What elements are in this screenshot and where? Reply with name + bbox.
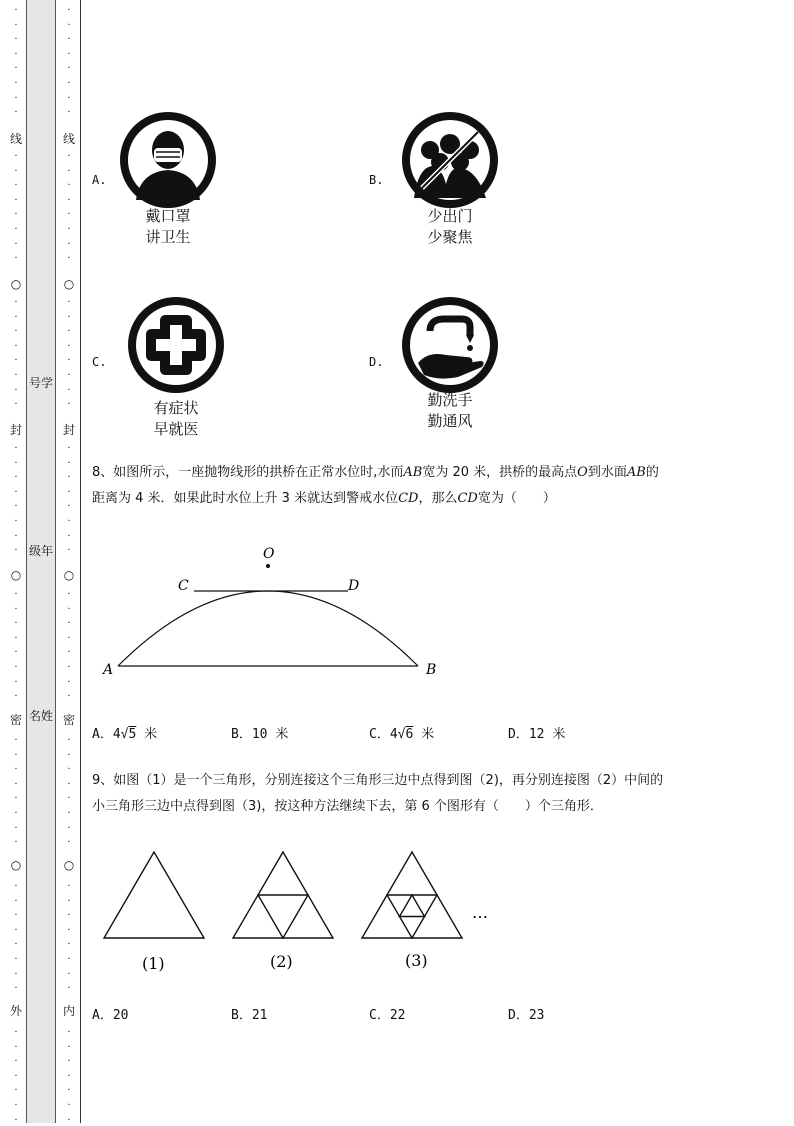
q9-answer-b: B．21 (231, 1008, 268, 1023)
binding-dot: · (67, 151, 71, 162)
binding-dot: · (67, 750, 71, 761)
mask-face-icon (118, 110, 218, 214)
binding-dot: · (67, 355, 71, 366)
binding-dot: · (14, 545, 18, 556)
binding-dot: · (14, 107, 18, 118)
binding-dot: · (67, 764, 71, 775)
binding-dot: · (67, 239, 71, 250)
binding-dot: · (14, 341, 18, 352)
binding-dot: · (67, 969, 71, 980)
binding-dot: · (67, 20, 71, 31)
binding-dot: · (67, 545, 71, 556)
q9-answer-a: A．20 (92, 1008, 129, 1023)
binding-dot: · (14, 1100, 18, 1111)
outer-mark: ○ (10, 858, 22, 872)
binding-dot: · (67, 837, 71, 848)
option-d-letter: D. (369, 355, 384, 369)
binding-dot: · (67, 370, 71, 381)
binding-dot: · (67, 589, 71, 600)
sequence-ellipsis: … (472, 903, 488, 922)
binding-dot: · (14, 896, 18, 907)
inner-mark: ○ (63, 277, 75, 291)
binding-dot: · (67, 881, 71, 892)
label-o: O (263, 546, 275, 562)
binding-dot: · (14, 1042, 18, 1053)
binding-dot: · (14, 1071, 18, 1082)
q9-answer-c: C．22 (369, 1008, 406, 1023)
binding-dot: · (14, 180, 18, 191)
option-a-caption: 戴口罩 讲卫生 (145, 207, 191, 246)
binding-dot: · (14, 823, 18, 834)
label-d: D (348, 578, 360, 594)
binding-dot: · (14, 647, 18, 658)
binding-dot: · (14, 764, 18, 775)
crowd-prohibited-icon (400, 110, 500, 214)
binding-dot: · (14, 501, 18, 512)
binding-dot: · (67, 297, 71, 308)
binding-dot: · (14, 239, 18, 250)
binding-dot: · (67, 647, 71, 658)
binding-dot: · (14, 297, 18, 308)
triangle-figure-2 (233, 852, 333, 938)
binding-dot: · (67, 604, 71, 615)
binding-dot: · (14, 253, 18, 264)
binding-dot: · (14, 939, 18, 950)
binding-margin (0, 0, 82, 1126)
binding-dot: · (67, 341, 71, 352)
binding-dot: · (67, 662, 71, 673)
binding-dot: · (14, 34, 18, 45)
binding-dot: · (67, 253, 71, 264)
field-name: 名姓 (28, 709, 53, 723)
figure-label-3: (3) (405, 951, 428, 970)
binding-dot: · (14, 20, 18, 31)
binding-dot: · (14, 691, 18, 702)
binding-dot: · (14, 750, 18, 761)
binding-dot: · (67, 823, 71, 834)
binding-dot: · (14, 983, 18, 994)
binding-dot: · (67, 487, 71, 498)
binding-dot: · (14, 662, 18, 673)
binding-dot: · (14, 326, 18, 337)
binding-dot: · (67, 808, 71, 819)
binding-dot: · (67, 677, 71, 688)
label-b: B (426, 662, 437, 678)
binding-dot: · (67, 209, 71, 220)
binding-dot: · (14, 1085, 18, 1096)
binding-dot: · (14, 954, 18, 965)
outer-mark: 外 (9, 1004, 22, 1018)
binding-dot: · (14, 166, 18, 177)
binding-dot: · (14, 881, 18, 892)
binding-dot: · (14, 1115, 18, 1126)
binding-dot: · (67, 195, 71, 206)
binding-dot: · (14, 151, 18, 162)
binding-dot: · (14, 5, 18, 16)
binding-dot: · (14, 93, 18, 104)
binding-dot: · (67, 326, 71, 337)
option-b-letter: B. (369, 173, 384, 187)
triangle-figure-3 (362, 852, 462, 938)
binding-dot: · (67, 5, 71, 16)
binding-dot: · (67, 312, 71, 323)
binding-dot: · (67, 458, 71, 469)
binding-dot: · (14, 910, 18, 921)
outer-mark: ○ (10, 277, 22, 291)
binding-dot: · (67, 793, 71, 804)
binding-dot: · (14, 49, 18, 60)
binding-dot: · (67, 983, 71, 994)
inner-dotted-line (61, 0, 77, 1126)
inner-mark: 封 (62, 423, 75, 437)
student-info-strip (26, 0, 56, 1123)
binding-dot: · (67, 618, 71, 629)
inner-mark: 密 (62, 713, 75, 727)
binding-dot: · (14, 487, 18, 498)
option-c-letter: C. (92, 355, 107, 369)
binding-dot: · (67, 691, 71, 702)
outer-mark: 封 (9, 423, 22, 437)
outer-mark: 密 (9, 713, 22, 727)
inner-mark: 内 (62, 1004, 75, 1018)
binding-dot: · (14, 472, 18, 483)
parabolic-bridge-diagram (95, 540, 455, 689)
binding-dot: · (67, 34, 71, 45)
binding-dot: · (67, 531, 71, 542)
binding-dot: · (67, 472, 71, 483)
binding-dot: · (67, 1115, 71, 1126)
binding-dot: · (67, 107, 71, 118)
binding-dot: · (67, 385, 71, 396)
point-o (266, 564, 270, 568)
question-9-text: 9、如图（1）是一个三角形，分别连接这个三角形三边中点得到图（2)，再分别连接图（2）中间的 小三角形三边中点得到图（3)，按这种方法继续下去，第 6 个图形有（ ）个三角形． (92, 773, 664, 814)
binding-dot: · (14, 224, 18, 235)
label-a: A (103, 662, 114, 678)
binding-dot: · (67, 180, 71, 191)
hand-washing-icon (400, 295, 500, 399)
field-student-number: 号学 (28, 376, 53, 390)
binding-dot: · (67, 1027, 71, 1038)
label-c: C (178, 578, 189, 594)
binding-dot: · (14, 458, 18, 469)
binding-dot: · (67, 516, 71, 527)
inner-mark: ○ (63, 858, 75, 872)
binding-dot: · (14, 312, 18, 323)
binding-dot: · (67, 224, 71, 235)
binding-dot: · (67, 501, 71, 512)
binding-dot: · (14, 808, 18, 819)
inner-mark: 线 (62, 132, 75, 146)
binding-dot: · (67, 63, 71, 74)
binding-dot: · (14, 355, 18, 366)
binding-dot: · (14, 531, 18, 542)
outer-mark: 线 (9, 132, 22, 146)
binding-dot: · (67, 1042, 71, 1053)
binding-dot: · (67, 939, 71, 950)
binding-dot: · (67, 49, 71, 60)
binding-dot: · (67, 910, 71, 921)
figure-label-2: (2) (270, 952, 293, 971)
binding-dot: · (67, 93, 71, 104)
binding-dot: · (14, 209, 18, 220)
binding-dot: · (67, 78, 71, 89)
q8-answer-b: B．10 米 (231, 727, 289, 742)
bridge-arch (118, 591, 418, 666)
binding-dot: · (14, 78, 18, 89)
binding-dot: · (67, 925, 71, 936)
binding-dot: · (14, 589, 18, 600)
binding-dot: · (67, 1100, 71, 1111)
binding-dot: · (14, 604, 18, 615)
binding-dot: · (67, 1056, 71, 1067)
binding-dot: · (14, 443, 18, 454)
binding-dot: · (67, 1085, 71, 1096)
medical-cross-icon (126, 295, 226, 399)
option-c-caption: 有症状 早就医 (153, 399, 199, 438)
binding-dot: · (14, 1056, 18, 1067)
binding-dot: · (67, 633, 71, 644)
binding-dot: · (14, 735, 18, 746)
binding-dot: · (14, 793, 18, 804)
binding-dot: · (14, 399, 18, 410)
binding-dot: · (14, 1027, 18, 1038)
binding-dot: · (67, 399, 71, 410)
binding-dot: · (14, 618, 18, 629)
q8-answer-a: A．4√5 米 (92, 727, 158, 742)
inner-mark: ○ (63, 568, 75, 582)
binding-dot: · (67, 166, 71, 177)
binding-dot: · (67, 443, 71, 454)
option-d-caption: 勤洗手 勤通风 (427, 391, 473, 430)
binding-dot: · (67, 896, 71, 907)
binding-dot: · (14, 779, 18, 790)
binding-dot: · (14, 385, 18, 396)
binding-dot: · (14, 969, 18, 980)
q8-answer-d: D．12 米 (508, 727, 566, 742)
binding-dot: · (67, 954, 71, 965)
option-a-letter: A. (92, 173, 107, 187)
outer-dotted-line (8, 0, 24, 1126)
binding-dot: · (67, 1071, 71, 1082)
triangle-figure-1 (104, 852, 204, 938)
binding-dot: · (14, 63, 18, 74)
q9-answer-d: D．23 (508, 1008, 545, 1023)
binding-dot: · (14, 633, 18, 644)
margin-border-line (80, 0, 81, 1123)
triangle-sequence-diagram (100, 848, 500, 982)
binding-dot: · (14, 925, 18, 936)
q8-answer-c: C．4√6 米 (369, 727, 435, 742)
option-b-caption: 少出门 少聚焦 (427, 207, 473, 246)
outer-mark: ○ (10, 568, 22, 582)
figure-label-1: (1) (142, 954, 165, 973)
binding-dot: · (67, 779, 71, 790)
binding-dot: · (67, 735, 71, 746)
binding-dot: · (14, 516, 18, 527)
binding-dot: · (14, 370, 18, 381)
binding-dot: · (14, 677, 18, 688)
binding-dot: · (14, 837, 18, 848)
binding-dot: · (14, 195, 18, 206)
question-8-text: 8、如图所示，一座抛物线形的拱桥在正常水位时,水而AB宽为 20 米，拱桥的最高点O到水面AB的 距离为 4 米．如果此时水位上升 3 米就达到警戒水位CD，那么CD宽为（ ） (92, 465, 659, 506)
field-class: 级年 (28, 544, 53, 558)
